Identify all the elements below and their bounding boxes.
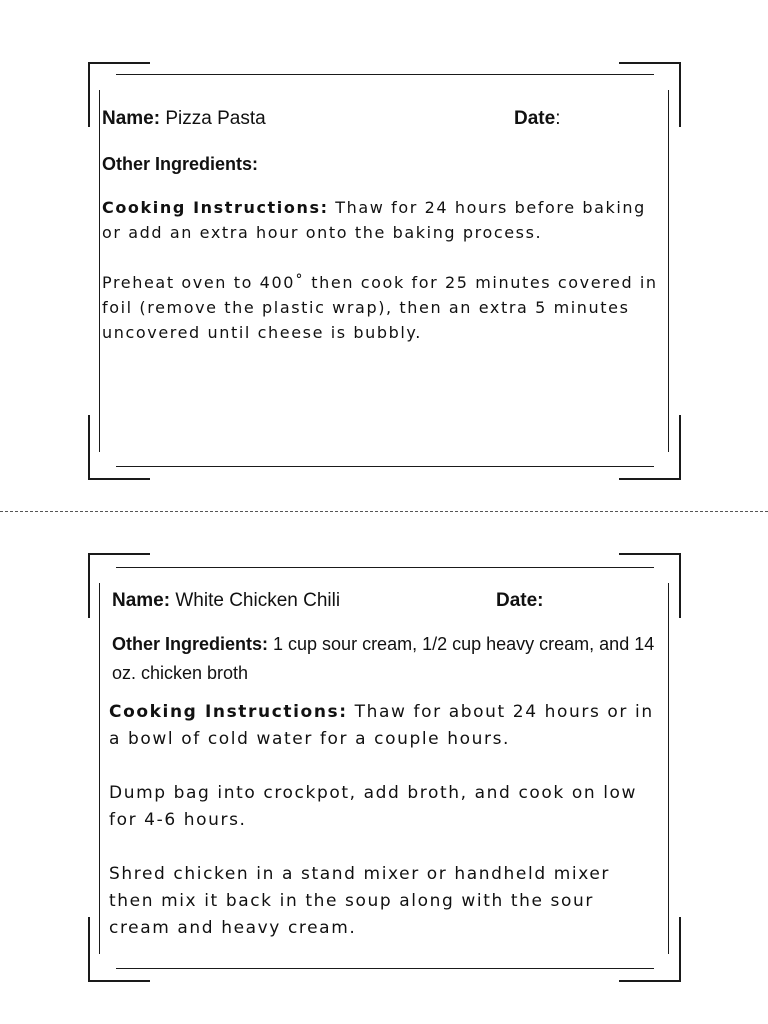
cut-line [0,511,768,512]
other-ingredients [112,630,660,688]
date-field [496,590,544,612]
other-ingredients-label: Other Ingredients: [112,634,269,654]
recipe-name: White Chicken Chili [170,590,341,611]
name-label: Name: [102,108,161,129]
recipe-card-pizza-pasta [88,62,681,480]
card-content [109,590,660,942]
cooking-instructions-text: Thaw for about 24 hours or in a bowl of cold water for a couple hours. [109,702,654,749]
date-label: Date: [496,590,544,611]
card-content [102,108,662,345]
instruction-paragraph: Shred chicken in a stand mixer or handheld mixer then mix it back in the soup along with the sour cream and heavy cream. [109,864,610,938]
cooking-instructions [102,195,662,245]
cooking-instructions [109,699,660,753]
recipe-card-white-chicken-chili [88,553,681,982]
instruction-paragraph: Dump bag into crockpot, add broth, and cook on low for 4-6 hours. [109,783,638,830]
name-row [102,108,662,134]
date-suffix: : [555,108,561,129]
cooking-instructions-label: Cooking Instructions: [102,198,329,217]
recipe-name: Pizza Pasta [160,108,266,129]
other-ingredients [102,150,662,179]
other-ingredients-value: 1 cup sour cream, 1/2 cup heavy cream, and 14 oz. chicken broth [112,634,655,683]
instruction-paragraph: Preheat oven to 400˚ then cook for 25 minutes covered in foil (remove the plastic wrap), then an extra 5 minutes uncovered until cheese is bubbly. [102,273,658,342]
other-ingredients-label: Other Ingredients: [102,154,259,174]
date-label: Date [514,108,556,129]
cooking-instructions-label: Cooking Instructions: [109,702,348,722]
name-row [112,590,660,616]
name-label: Name: [112,590,171,611]
cooking-instructions-text: Thaw for 24 hours before baking or add an extra hour onto the baking process. [102,198,646,242]
date-field [514,108,560,130]
